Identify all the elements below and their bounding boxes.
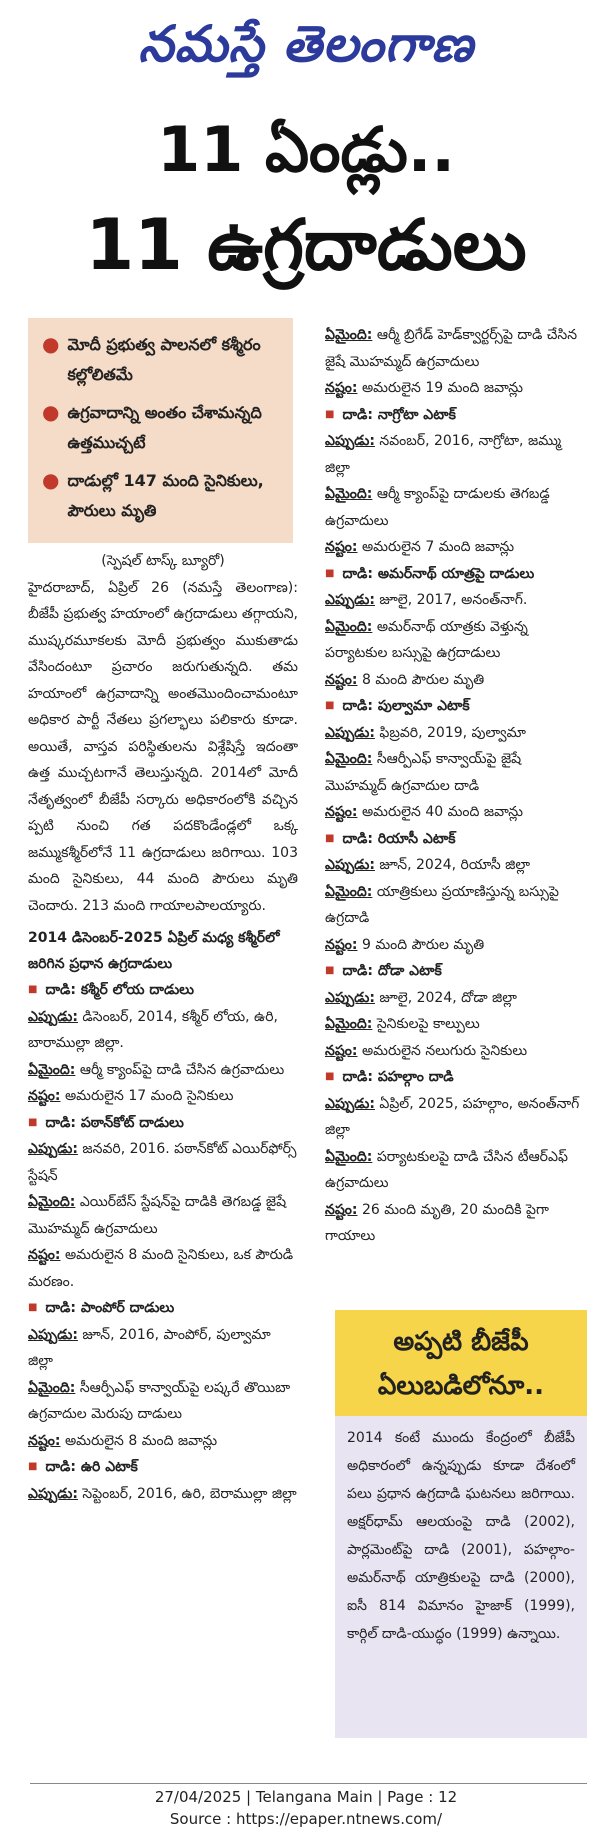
masthead-logo: నమస్తే తెలంగాణ [138,14,474,73]
headline-line2: 11 ఉగ్రదాడులు [85,204,527,286]
attack-list-right [325,402,587,1250]
attack-what: ఏమైంది: యాత్రికులు ప్రయాణిస్తున్న బస్సుపై ఉగ్రదాడి [325,883,559,926]
attack-title: ■ దాడి: రియాసీ ఎటాక్ [325,830,456,847]
bullet-icon: ● [42,400,60,424]
when-label: ఎప్పుడు: [28,1008,78,1025]
attack-loss: నష్టం: 8 మంది పౌరుల మృతి [325,671,485,688]
attack-loss: నష్టం: అమరులైన 7 మంది జవాన్లు [325,539,515,555]
footer-divider [30,1783,587,1784]
attack-title: ■ దాడి: పహల్గాం దాడి [325,1069,454,1085]
sidebox-heading [335,1310,587,1416]
attack-loss: నష్టం: అమరులైన 8 మంది సైనికులు, ఒక పౌరుడి మరణం. [28,1247,294,1290]
square-bullet-icon: ■ [325,965,335,976]
bullet-icon: ● [42,468,60,492]
loss-label: నష్టం: [28,1432,61,1449]
attack-when: ఎప్పుడు: ఫిబ్రవరి, 2019, పుల్వామా [325,724,526,741]
attack-title: ■ దాడి: దోడా ఎటాక్ [325,963,442,979]
attack-loss: నష్టం: అమరులైన నలుగురు సైనికులు [325,1042,528,1059]
loss-label: నష్టం: [28,1088,61,1104]
highlight-item: ● ఉగ్రవాదాన్ని అంతం చేశామన్నది ఉత్తముచ్చటే [42,398,283,458]
attack-when: ఎప్పుడు: జూన్, 2016, పాంపోర్, పుల్వామా జిల్లా [28,1326,271,1369]
attack-title: ■ దాడి: పాంపోర్ దాడులు [28,1300,175,1316]
attack-when: ఎప్పుడు: జూలై, 2024, దోడా జిల్లా [325,989,517,1006]
square-bullet-icon: ■ [28,1116,38,1128]
section-subhead: 2014 డిసెంబర్-2025 ఏప్రిల్ మధ్య కశ్మీర్‌లో జరిగిన ప్రధాన ఉగ్రదాడులు [28,930,280,972]
footer-source: Source : https://epaper.ntnews.com/ [169,1810,443,1828]
what-label: ఏమైంది: [325,883,373,900]
attack-loss: నష్టం: అమరులైన 17 మంది సైనికులు [28,1088,234,1104]
sidebox-heading-line2: ఏలుబడిలోనూ.. [377,1371,545,1401]
what-label: ఏమైంది: [28,1379,76,1396]
article-column-left [28,548,298,1507]
square-bullet-icon: ■ [28,1302,38,1313]
highlight-item: ● దాడుల్లో 147 మంది సైనికులు, పౌరులు మృతి [42,466,283,526]
attack-what: ఏమైంది: సైనికులపై కాల్పులు [325,1016,480,1032]
when-label: ఎప్పుడు: [325,433,375,449]
bullet-icon: ● [42,332,60,356]
attack-what: ఏమైంది: సీఆర్పీఎఫ్ కాన్వాయ్‌పై లష్కరే తొయిబా ఉగ్రవాదుల మెరుపు దాడులు [28,1379,291,1422]
when-label: ఎప్పుడు: [28,1326,78,1343]
sidebox-body: 2014 కంటే ముందు కేంద్రంలో బీజేపీ అధికారంలో ఉన్నప్పుడు కూడా దేశంలో పలు ప్రధాన ఉగ్రదాడి ఘటనలు జరిగాయి. అక్షర్‌ధామ్ ఆలయంపై దాడి (2002), పార్లమెంట్‌పై దాడి (2001), పహల్గాం-అమర్‌నాథ్ యాత్రికులపై దాడి (2000), ఐసీ 814 విమానం హైజాక్ (1999), కార్గిల్ దాడి-యుద్ధం (1999) ఉన్నాయి. [335,1416,587,1738]
attack-continued [325,322,587,375]
footer [0,1786,612,1830]
attack-continued-loss [325,375,587,402]
square-bullet-icon: ■ [325,700,335,711]
what-label: ఏమైంది: [325,327,373,343]
highlights-box [28,318,293,543]
square-bullet-icon: ■ [28,1461,38,1472]
attack-what: ఏమైంది: సీఆర్పీఎఫ్ కాన్వాయ్‌పై జైషే మొహమ్మద్ ఉగ్రవాదుల దాడి [325,751,522,794]
attack-title: ■ దాడి: అమర్‌నాథ్ యాత్రపై దాడులు [325,565,535,582]
when-label: ఎప్పుడు: [325,1095,375,1112]
sidebox-heading-line1: అప్పటి బీజేపీ [393,1327,529,1357]
attack-title: ■ దాడి: నాగ్రోటా ఎటాక్ [325,406,456,423]
square-bullet-icon: ■ [325,832,335,844]
attack-when: ఎప్పుడు: జూన్, 2024, రియాసీ జిల్లా [325,857,531,873]
attack-loss: నష్టం: అమరులైన 40 మంది జవాన్లు [325,804,523,820]
what-label: ఏమైంది: [325,1148,373,1165]
what-label: ఏమైంది: [325,751,373,767]
headline [0,105,612,295]
what-label: ఏమైంది: [325,486,373,502]
when-label: ఎప్పుడు: [28,1141,78,1157]
when-label: ఎప్పుడు: [28,1485,78,1502]
square-bullet-icon: ■ [325,1071,335,1082]
attack-what: ఆర్మీ బ్రిగేడ్ హెడ్‌క్వార్టర్స్‌పై దాడి చేసిన జైషే మొహమ్మద్ ఉగ్రవాదులు [325,327,578,370]
what-label: ఏమైంది: [28,1061,76,1078]
square-bullet-icon: ■ [325,408,335,420]
loss-label: నష్టం: [325,539,358,555]
attack-when: ఎప్పుడు: జనవరి, 2016. పఠాన్‌కోట్ ఎయిర్‌ఫోర్స్ స్టేషన్ [28,1141,297,1184]
attack-when: ఎప్పుడు: జూలై, 2017, అనంత్‌నాగ్. [325,592,528,608]
attack-what: ఏమైంది: ఎయిర్‌బేస్ స్టేషన్‌పై దాడికి తెగబడ్డ జైషే మొహమ్మద్ ఉగ్రవాదులు [28,1194,287,1237]
byline: (స్పెషల్ టాస్క్ బ్యూరో) [101,553,225,569]
loss-label: నష్టం: [325,936,358,953]
attack-title: ■ దాడి: కశ్మీర్ లోయ దాడులు [28,982,194,998]
headline-line1: 11 ఏండ్లు.. [157,113,455,186]
loss-label: నష్టం: [325,671,358,688]
intro-paragraph: హైదరాబాద్, ఏప్రిల్ 26 (నమస్తే తెలంగాణ): బీజేపీ ప్రభుత్వ హయాంలో ఉగ్రదాడులు తగ్గాయని, ముష్కరమూకలకు మోదీ ప్రభుత్వం ముకుతాడు వేసిందంటూ ప్రచారం జరుగుతున్నది. తమ హయాంలో ఉగ్రవాదాన్ని అంతమొందించామంటూ అధికార పార్టీ నేతలు ప్రగల్భాలు పలికారు కూడా. అయితే, వాస్తవ పరిస్థితులను విశ్లేషిస్తే ఇదంతా ఉత్త ముచ్చటగానే తెలుస్తున్నది. 2014లో మోదీ నేతృత్వంలో బీజేపీ సర్కారు అధికారంలోకి వచ్చిన ప్పటి నుంచి గత పదకొండేండ్లలో ఒక్క జమ్ముకశ్మీర్‌లోనే 11 ఉగ్రదాడులు జరిగాయి. 103 మంది సైనికులు, 44 మంది పౌరులు మృతి చెందారు. 213 మంది గాయాలపాలయ్యారు. [28,579,298,914]
attack-what: ఏమైంది: అమర్‌నాథ్ యాత్రకు వెళ్తున్న పర్యాటకుల బస్సుపై ఉగ్రదాడులు [325,618,528,661]
when-label: ఎప్పుడు: [325,989,375,1006]
attack-what: ఏమైంది: పర్యాటకులపై దాడి చేసిన టీఆర్ఎఫ్ ఉగ్రవాదులు [325,1148,568,1191]
highlight-item: ● మోదీ ప్రభుత్వ పాలనలో కశ్మీరం కల్లోలితమే [42,330,283,390]
attack-title: ■ దాడి: పఠాన్‌కోట్ దాడులు [28,1114,184,1131]
when-label: ఎప్పుడు: [325,592,375,608]
loss-label: నష్టం: [325,1201,358,1218]
attack-what: ఏమైంది: ఆర్మీ క్యాంప్‌పై దాడులకు తెగబడ్డ ఉగ్రవాదులు [325,486,550,529]
attack-when: ఎప్పుడు: ఏప్రిల్, 2025, పహల్గాం, అనంత్‌నాగ్ జిల్లా [325,1095,580,1138]
loss-label: నష్టం: [325,380,358,396]
attack-title: ■ దాడి: ఉరి ఎటాక్ [28,1459,138,1475]
attack-what: ఏమైంది: ఆర్మీ క్యాంప్‌పై దాడి చేసిన ఉగ్రవాదులు [28,1061,285,1078]
what-label: ఏమైంది: [325,1016,373,1032]
loss-label: నష్టం: [325,804,358,820]
when-label: ఎప్పుడు: [325,724,375,741]
attack-loss: నష్టం: 9 మంది పౌరుల మృతి [325,936,485,953]
square-bullet-icon: ■ [325,567,335,579]
attack-list-left [28,977,298,1507]
what-label: ఏమైంది: [28,1194,76,1210]
masthead [0,0,612,90]
footer-dateline: 27/04/2025 | Telangana Main | Page : 12 [154,1788,458,1806]
when-label: ఎప్పుడు: [325,857,375,873]
attack-when: ఎప్పుడు: డిసెంబర్, 2014, కశ్మీర్ లోయ, ఉరి, బారాముల్లా జిల్లా. [28,1008,278,1051]
what-label: ఏమైంది: [325,618,373,635]
attack-when: ఎప్పుడు: నవంబర్, 2016, నాగ్రోటా, జమ్ము జిల్లా [325,433,562,476]
attack-title: ■ దాడి: పుల్వామా ఎటాక్ [325,698,470,714]
loss-label: నష్టం: [325,1042,358,1059]
attack-loss: నష్టం: 26 మంది మృతి, 20 మందికి పైగా గాయాలు [325,1201,549,1244]
attack-loss: అమరులైన 19 మంది జవాన్లు [361,380,523,396]
loss-label: నష్టం: [28,1247,61,1263]
article-column-right [325,322,587,1250]
attack-when: ఎప్పుడు: సెప్టెంబర్, 2016, ఉరి, బెరాముల్లా జిల్లా [28,1485,297,1502]
attack-loss: నష్టం: అమరులైన 8 మంది జవాన్లు [28,1432,218,1449]
square-bullet-icon: ■ [28,984,38,995]
